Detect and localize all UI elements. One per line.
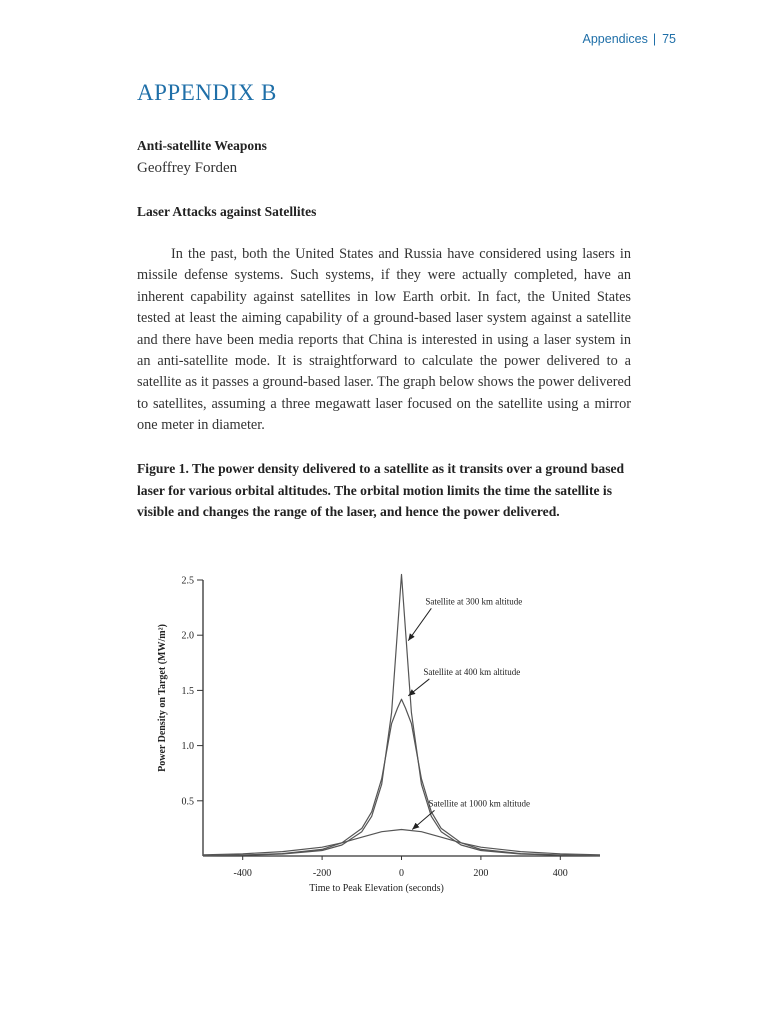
series-line-3	[203, 830, 600, 855]
series-line-2	[203, 699, 600, 855]
y-tick-label: 2.0	[181, 630, 194, 642]
y-tick-label: 1.5	[181, 685, 194, 697]
annotation-label-1: Satellite at 300 km altitude	[425, 596, 523, 607]
x-tick-label: 200	[473, 868, 489, 879]
chart-svg	[145, 560, 625, 900]
author-name: Geoffrey Forden	[137, 160, 238, 176]
x-tick-label: 0	[399, 868, 404, 879]
x-axis-label: Time to Peak Elevation (seconds)	[309, 883, 444, 894]
annotation-arrow-2	[408, 679, 429, 696]
appendix-title: APPENDIX B	[137, 80, 277, 105]
annotation-arrow-1	[408, 608, 431, 640]
annotation-arrow-3	[412, 810, 434, 829]
annotation-label-2: Satellite at 400 km altitude	[423, 666, 521, 677]
body-paragraph: In the past, both the United States and Russia have considered using lasers in missile defense systems. Such systems, if they were actually completed, have an inherent capability against satellites in low Earth orbit. In fact, the United States tested at least the aiming capability of a ground-based laser system against a satellite and there have been media reports that China is interested in using a laser system in an anti-satellite mode. It is straightforward to calculate the power delivered to a satellite as it passes a ground-based laser. The graph below shows the power delivered to satellites, assuming a three megawatt laser focused on the satellite using a mirror one meter in diameter.	[137, 246, 631, 434]
annotation-label-3: Satellite at 1000 km altitude	[428, 798, 530, 809]
x-tick-label: -200	[312, 868, 332, 879]
running-header-section: Appendices	[582, 32, 648, 46]
figure-caption: Figure 1. The power density delivered to a satellite as it transits over a ground based laser for various orbital altitudes. The orbital motion limits the time the satellite is visible and changes the range of the laser, and hence the power delivered.	[137, 461, 625, 520]
page-number: 75	[662, 32, 676, 46]
x-tick-label: -400	[233, 868, 252, 879]
x-tick-label: 400	[552, 868, 568, 879]
section-heading: Laser Attacks against Satellites	[137, 204, 317, 219]
y-tick-label: 0.5	[181, 796, 194, 808]
document-subtitle: Anti-satellite Weapons	[137, 138, 267, 153]
y-tick-label: 2.5	[181, 575, 194, 587]
running-header-separator: |	[652, 32, 657, 46]
running-header	[583, 32, 676, 46]
y-axis-label: Power Density on Target (MW/m²)	[157, 624, 168, 772]
series-line-1	[203, 575, 600, 856]
y-tick-label: 1.0	[181, 741, 194, 753]
power-density-chart	[145, 560, 625, 900]
